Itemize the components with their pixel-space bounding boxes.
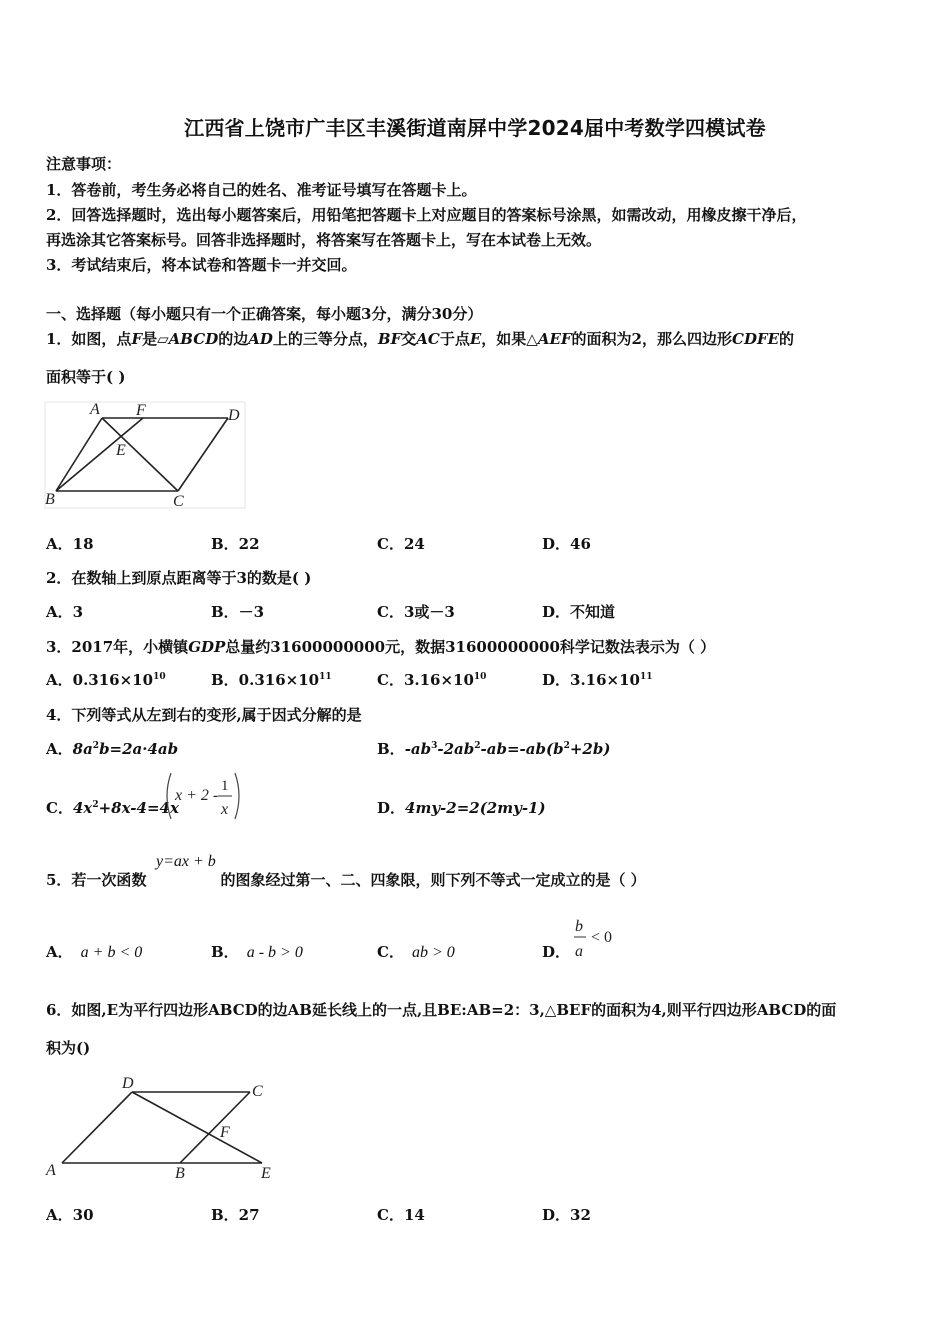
q1-option-c[interactable]: C．24 (377, 535, 425, 553)
notice-item-1: 1．答卷前，考生务必将自己的姓名、准考证号填写在答题卡上。 (46, 181, 477, 199)
q2-option-a[interactable]: A．3 (46, 603, 84, 621)
q3-option-a[interactable]: A．$0.316\times 10^{10}$ (46, 671, 166, 689)
q4-option-c-inner: x + 2 - (175, 787, 219, 804)
q6-label-A: A (46, 1162, 56, 1179)
q4-option-d[interactable]: D．4my-2=2(2my-1) (377, 799, 546, 817)
q3-option-c[interactable]: C．$3.16\times 10^{10}$ (377, 671, 487, 689)
q6-stem-line2: 积为() (46, 1039, 91, 1057)
q6-stem: 6．如图,E为平行四边形ABCD的边AB延长线上的一点,且BE:AB=2：3,△BEF的面积为4,则平行四边形ABCD的面 (46, 1001, 837, 1019)
q5-option-d-rest: < 0 (591, 929, 613, 946)
q4-option-c-denominator: x (221, 801, 229, 818)
q6-label-E: E (261, 1165, 271, 1182)
q6-label-F: F (220, 1124, 230, 1141)
q1-stem-line2: 面积等于( ) (46, 368, 126, 386)
q1-label-B: B (45, 491, 55, 508)
q6-option-a[interactable]: A．30 (46, 1206, 94, 1224)
q6-option-d[interactable]: D．32 (542, 1206, 591, 1224)
notice-item-3: 3．考试结束后，将本试卷和答题卡一并交回。 (46, 256, 357, 274)
q6-label-B: B (175, 1165, 185, 1182)
q6-parallelogram-figure (40, 1070, 280, 1185)
section-heading: 一、选择题（每小题只有一个正确答案，每小题3分，满分30分） (46, 305, 483, 323)
q5-function-formula: y=ax + b (156, 853, 216, 870)
q1-stem: 1．如图，点F是▱ABCD的边AD上的三等分点，BF交AC于点E，如果△AEF的面积为2，那么四边形CDFE的 (46, 330, 795, 348)
q4-option-c[interactable]: C．$4x^2+8x-4=4x$ (46, 799, 179, 817)
q1-label-D: D (228, 407, 240, 424)
q3-option-d[interactable]: D．$3.16\times 10^{11}$ (542, 671, 653, 689)
q6-option-b[interactable]: B．27 (211, 1206, 260, 1224)
q5-option-a[interactable]: A． a + b < 0 (46, 943, 143, 961)
notice-item-2a: 2．回答选择题时，选出每小题答案后，用铅笔把答题卡上对应题目的答案标号涂黑，如需改动，用橡皮擦干净后， (46, 206, 807, 224)
q1-option-b[interactable]: B．22 (211, 535, 260, 553)
notice-item-2b: 再选涂其它答案标号。回答非选择题时，将答案写在答题卡上，写在本试卷上无效。 (46, 231, 602, 249)
q4-option-c-bracket-expression (162, 770, 246, 822)
q3-stem: 3．2017年，小横镇GDP总量约31600000000元，数据31600000000科学记数法表示为（ ） (46, 638, 716, 656)
q4-option-c-numerator: 1 (221, 778, 229, 794)
q1-label-A: A (90, 401, 100, 418)
q5-option-b[interactable]: B． a - b > 0 (211, 943, 303, 961)
q5-option-d-fraction (570, 912, 622, 962)
q2-option-c[interactable]: C．3或－3 (377, 603, 455, 621)
q3-option-b[interactable]: B．$0.316\times 10^{11}$ (211, 671, 332, 689)
q1-label-F: F (136, 402, 146, 419)
q1-parallelogram-figure (40, 398, 250, 513)
q1-option-a[interactable]: A．18 (46, 535, 94, 553)
q6-label-C: C (252, 1083, 263, 1100)
q5-option-d-denominator: a (575, 943, 583, 960)
exam-title: 江西省上饶市广丰区丰溪街道南屏中学2024届中考数学四模试卷 (184, 116, 766, 140)
q1-label-C: C (173, 493, 184, 510)
q4-stem: 4．下列等式从左到右的变形,属于因式分解的是 (46, 706, 362, 724)
q6-option-c[interactable]: C．14 (377, 1206, 425, 1224)
q6-label-D: D (122, 1075, 134, 1092)
q2-option-b[interactable]: B．－3 (211, 603, 265, 621)
q5-stem: 5．若一次函数 的图象经过第一、二、四象限，则下列不等式一定成立的是（ ） (46, 871, 646, 889)
q2-stem: 2．在数轴上到原点距离等于3的数是( ) (46, 569, 312, 587)
q1-option-d[interactable]: D．46 (542, 535, 591, 553)
q4-option-b[interactable]: B．$-ab^3-2ab^2-ab=-ab(b^2+2b)$ (377, 740, 611, 758)
q5-option-c[interactable]: C． ab > 0 (377, 943, 455, 961)
q2-option-d[interactable]: D．不知道 (542, 603, 616, 621)
q5-option-d-numerator: b (575, 918, 583, 935)
q5-option-d[interactable]: D． (542, 943, 571, 961)
q1-label-E: E (116, 442, 126, 459)
notice-heading: 注意事项： (46, 155, 122, 173)
q4-option-a[interactable]: A．$8a^2b=2a\cdot 4ab$ (46, 740, 179, 758)
